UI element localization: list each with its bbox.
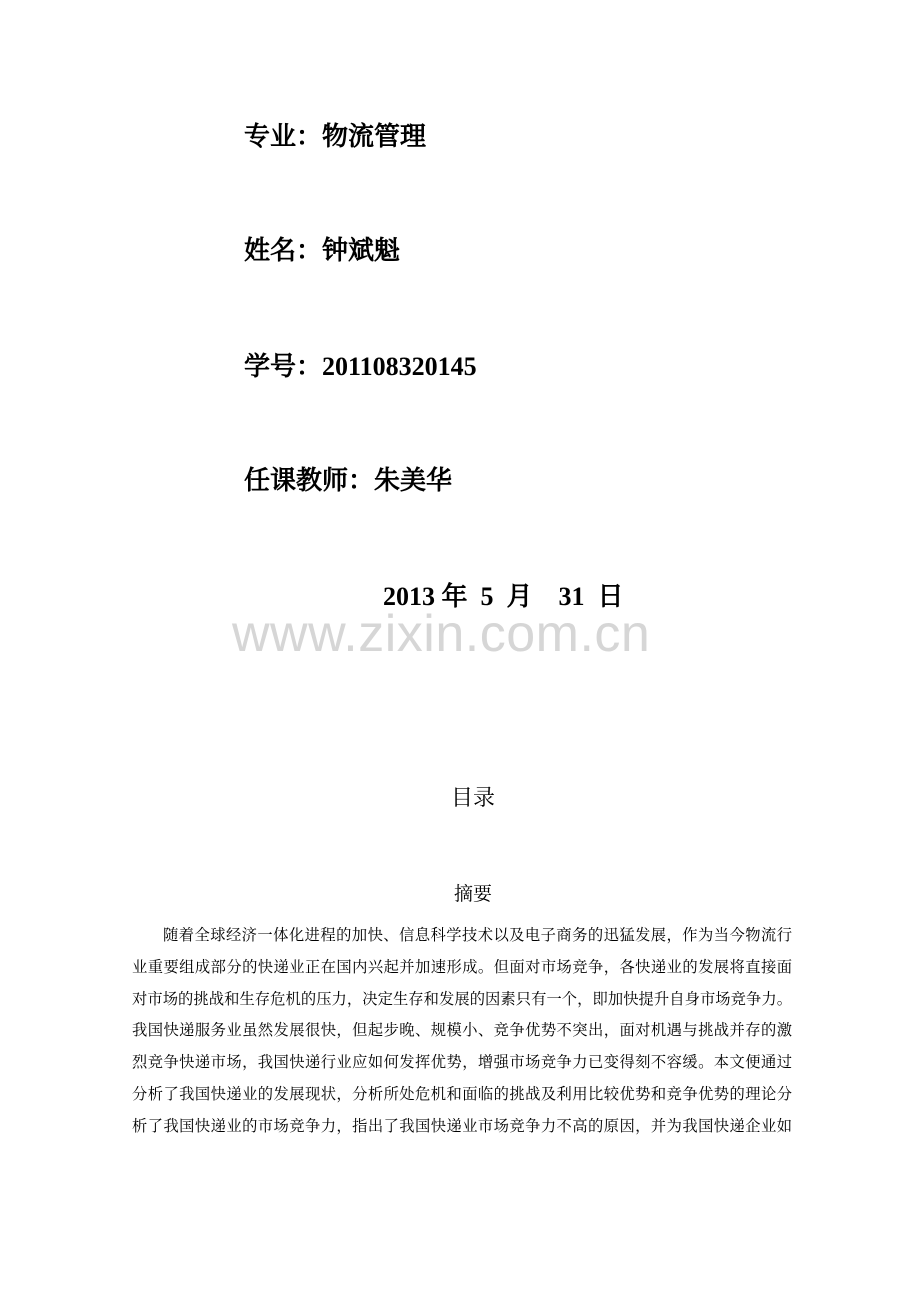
abstract-line: 随着全球经济一体化进程的加快、信息科学技术以及电子商务的迅猛发展，作为当今物流行 (163, 926, 792, 944)
teacher-label: 任课教师： (244, 466, 375, 495)
date-year-unit: 年 (441, 582, 468, 611)
abstract-line: 对市场的挑战和生存危机的压力，决定生存和发展的因素只有一个，即加快提升自身市场竞争力。 (132, 989, 792, 1008)
abstract-line: 业重要组成部分的快递业正在国内兴起并加速形成。但面对市场竞争，各快递业的发展将直接面 (132, 957, 792, 976)
major-value: 物流管理 (322, 122, 427, 151)
date-year: 2013 (383, 582, 435, 611)
abstract-line: 析了我国快递业的市场竞争力，指出了我国快递业市场竞争力不高的原因，并为我国快递企业如 (132, 1116, 792, 1135)
student-id-label: 学号： (244, 352, 323, 381)
major-line (244, 120, 426, 154)
student-id-line (244, 350, 477, 384)
abstract-line: 分析了我国快递业的发展现状，分析所处危机和面临的挑战及利用比较优势和竞争优势的理论分 (132, 1084, 792, 1103)
student-name-line (244, 234, 400, 268)
abstract-body (132, 920, 792, 1143)
date-day: 31 (558, 582, 585, 611)
date-month-unit: 月 (506, 582, 533, 611)
abstract-line: 我国快递服务业虽然发展很快，但起步晚、规模小、竞争优势不突出，面对机遇与挑战并存的激 (132, 1021, 792, 1040)
abstract-line: 烈竞争快递市场，我国快递行业应如何发挥优势，增强市场竞争力已变得刻不容缓。本文便通过 (132, 1053, 792, 1072)
student-id-value: 201108320145 (322, 352, 477, 381)
toc-heading: 目录 (450, 786, 495, 811)
student-name-value: 钟斌魁 (322, 236, 401, 265)
teacher-line (244, 464, 452, 498)
abstract-heading: 摘要 (453, 883, 492, 905)
date-day-unit: 日 (597, 582, 624, 611)
major-label: 专业： (244, 122, 323, 151)
date-month: 5 (480, 582, 494, 611)
teacher-value: 朱美华 (374, 466, 453, 495)
student-name-label: 姓名： (244, 236, 323, 265)
watermark: www.zixin.com.cn (232, 605, 651, 663)
